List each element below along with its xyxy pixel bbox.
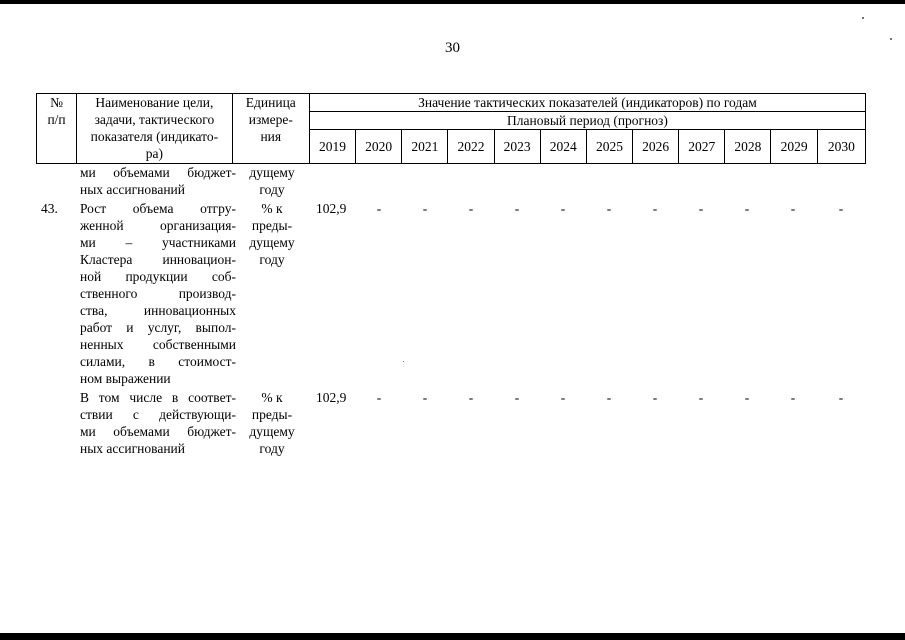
- year-header: 2024: [540, 130, 586, 164]
- value-2021: -: [422, 201, 428, 216]
- year-header: 2027: [679, 130, 725, 164]
- row-name-line: ми – участниками: [80, 235, 236, 250]
- value-2021: -: [422, 390, 428, 405]
- row-name-line: ственного производ-: [80, 286, 236, 301]
- year-header: 2020: [356, 130, 402, 164]
- row-unit-line: % к: [261, 201, 283, 216]
- row-name-line: ства, инновационных: [80, 303, 236, 318]
- header-unit-cell: Единица измере- ния: [232, 94, 309, 164]
- value-2025: -: [606, 390, 612, 405]
- value-2028: -: [744, 201, 750, 216]
- row-name-line: ных ассигнований: [80, 441, 185, 456]
- value-2029: -: [790, 390, 796, 405]
- year-header: 2028: [725, 130, 771, 164]
- row-name-line: силами, в стоимост-: [80, 354, 236, 369]
- row-name-line: ной продукции соб-: [80, 269, 236, 284]
- year-header: 2023: [494, 130, 540, 164]
- row-unit-line: преды-: [251, 218, 293, 233]
- value-2024: -: [560, 390, 566, 405]
- row-name-line: ных ассигнований: [80, 182, 185, 197]
- value-2026: -: [652, 201, 658, 216]
- value-2024: -: [560, 201, 566, 216]
- value-2030: -: [838, 201, 844, 216]
- year-header: 2025: [586, 130, 632, 164]
- row-name-line: В том числе в соответ-: [80, 390, 236, 405]
- row-name-line: ном выражении: [80, 371, 171, 386]
- value-2028: -: [744, 390, 750, 405]
- value-2027: -: [698, 201, 704, 216]
- header-values-cell: Значение тактических показателей (индикаторов) по годам: [309, 94, 865, 112]
- row-name-line: ненных собственными: [80, 337, 236, 352]
- row-name-line: ми объемами бюджет-: [80, 424, 236, 439]
- value-2030: -: [838, 390, 844, 405]
- row-name-line: ми объемами бюджет-: [80, 165, 236, 180]
- header-name-cell: Наименование цели, задачи, тактического показателя (индикато- ра): [77, 94, 233, 164]
- value-2026: -: [652, 390, 658, 405]
- value-2019: 102,9: [316, 201, 347, 216]
- value-2029: -: [790, 201, 796, 216]
- row-name-line: ствии с действующи-: [80, 407, 236, 422]
- row-unit-line: дущему: [249, 235, 295, 250]
- value-2025: -: [606, 201, 612, 216]
- header-period-cell: Плановый период (прогноз): [309, 112, 865, 130]
- row-unit-line: дущему: [249, 165, 295, 180]
- row-unit-line: % к: [261, 390, 283, 405]
- value-2023: -: [514, 390, 520, 405]
- value-2027: -: [698, 390, 704, 405]
- row-name-line: Рост объема отгру-: [80, 201, 236, 216]
- year-header: 2029: [771, 130, 817, 164]
- header-number-cell: № п/п: [37, 94, 77, 164]
- row-name-line: Кластера инновацион-: [80, 252, 236, 267]
- row-unit-line: году: [259, 441, 285, 456]
- year-header: 2021: [402, 130, 448, 164]
- year-header: 2026: [633, 130, 679, 164]
- row-unit-line: году: [259, 182, 285, 197]
- row-number: 43.: [41, 201, 58, 216]
- value-2020: -: [376, 201, 382, 216]
- row-unit-line: году: [259, 252, 285, 267]
- row-unit-line: преды-: [251, 407, 293, 422]
- row-name-line: женной организация-: [80, 218, 236, 233]
- row-name-line: работ и услуг, выпол-: [80, 320, 236, 335]
- year-header: 2030: [817, 130, 865, 164]
- value-2022: -: [468, 390, 474, 405]
- value-2020: -: [376, 390, 382, 405]
- value-2022: -: [468, 201, 474, 216]
- page-number: 30: [445, 40, 460, 56]
- year-header: 2022: [448, 130, 494, 164]
- year-header: 2019: [309, 130, 355, 164]
- value-2019: 102,9: [316, 390, 347, 405]
- row-unit-line: дущему: [249, 424, 295, 439]
- value-2023: -: [514, 201, 520, 216]
